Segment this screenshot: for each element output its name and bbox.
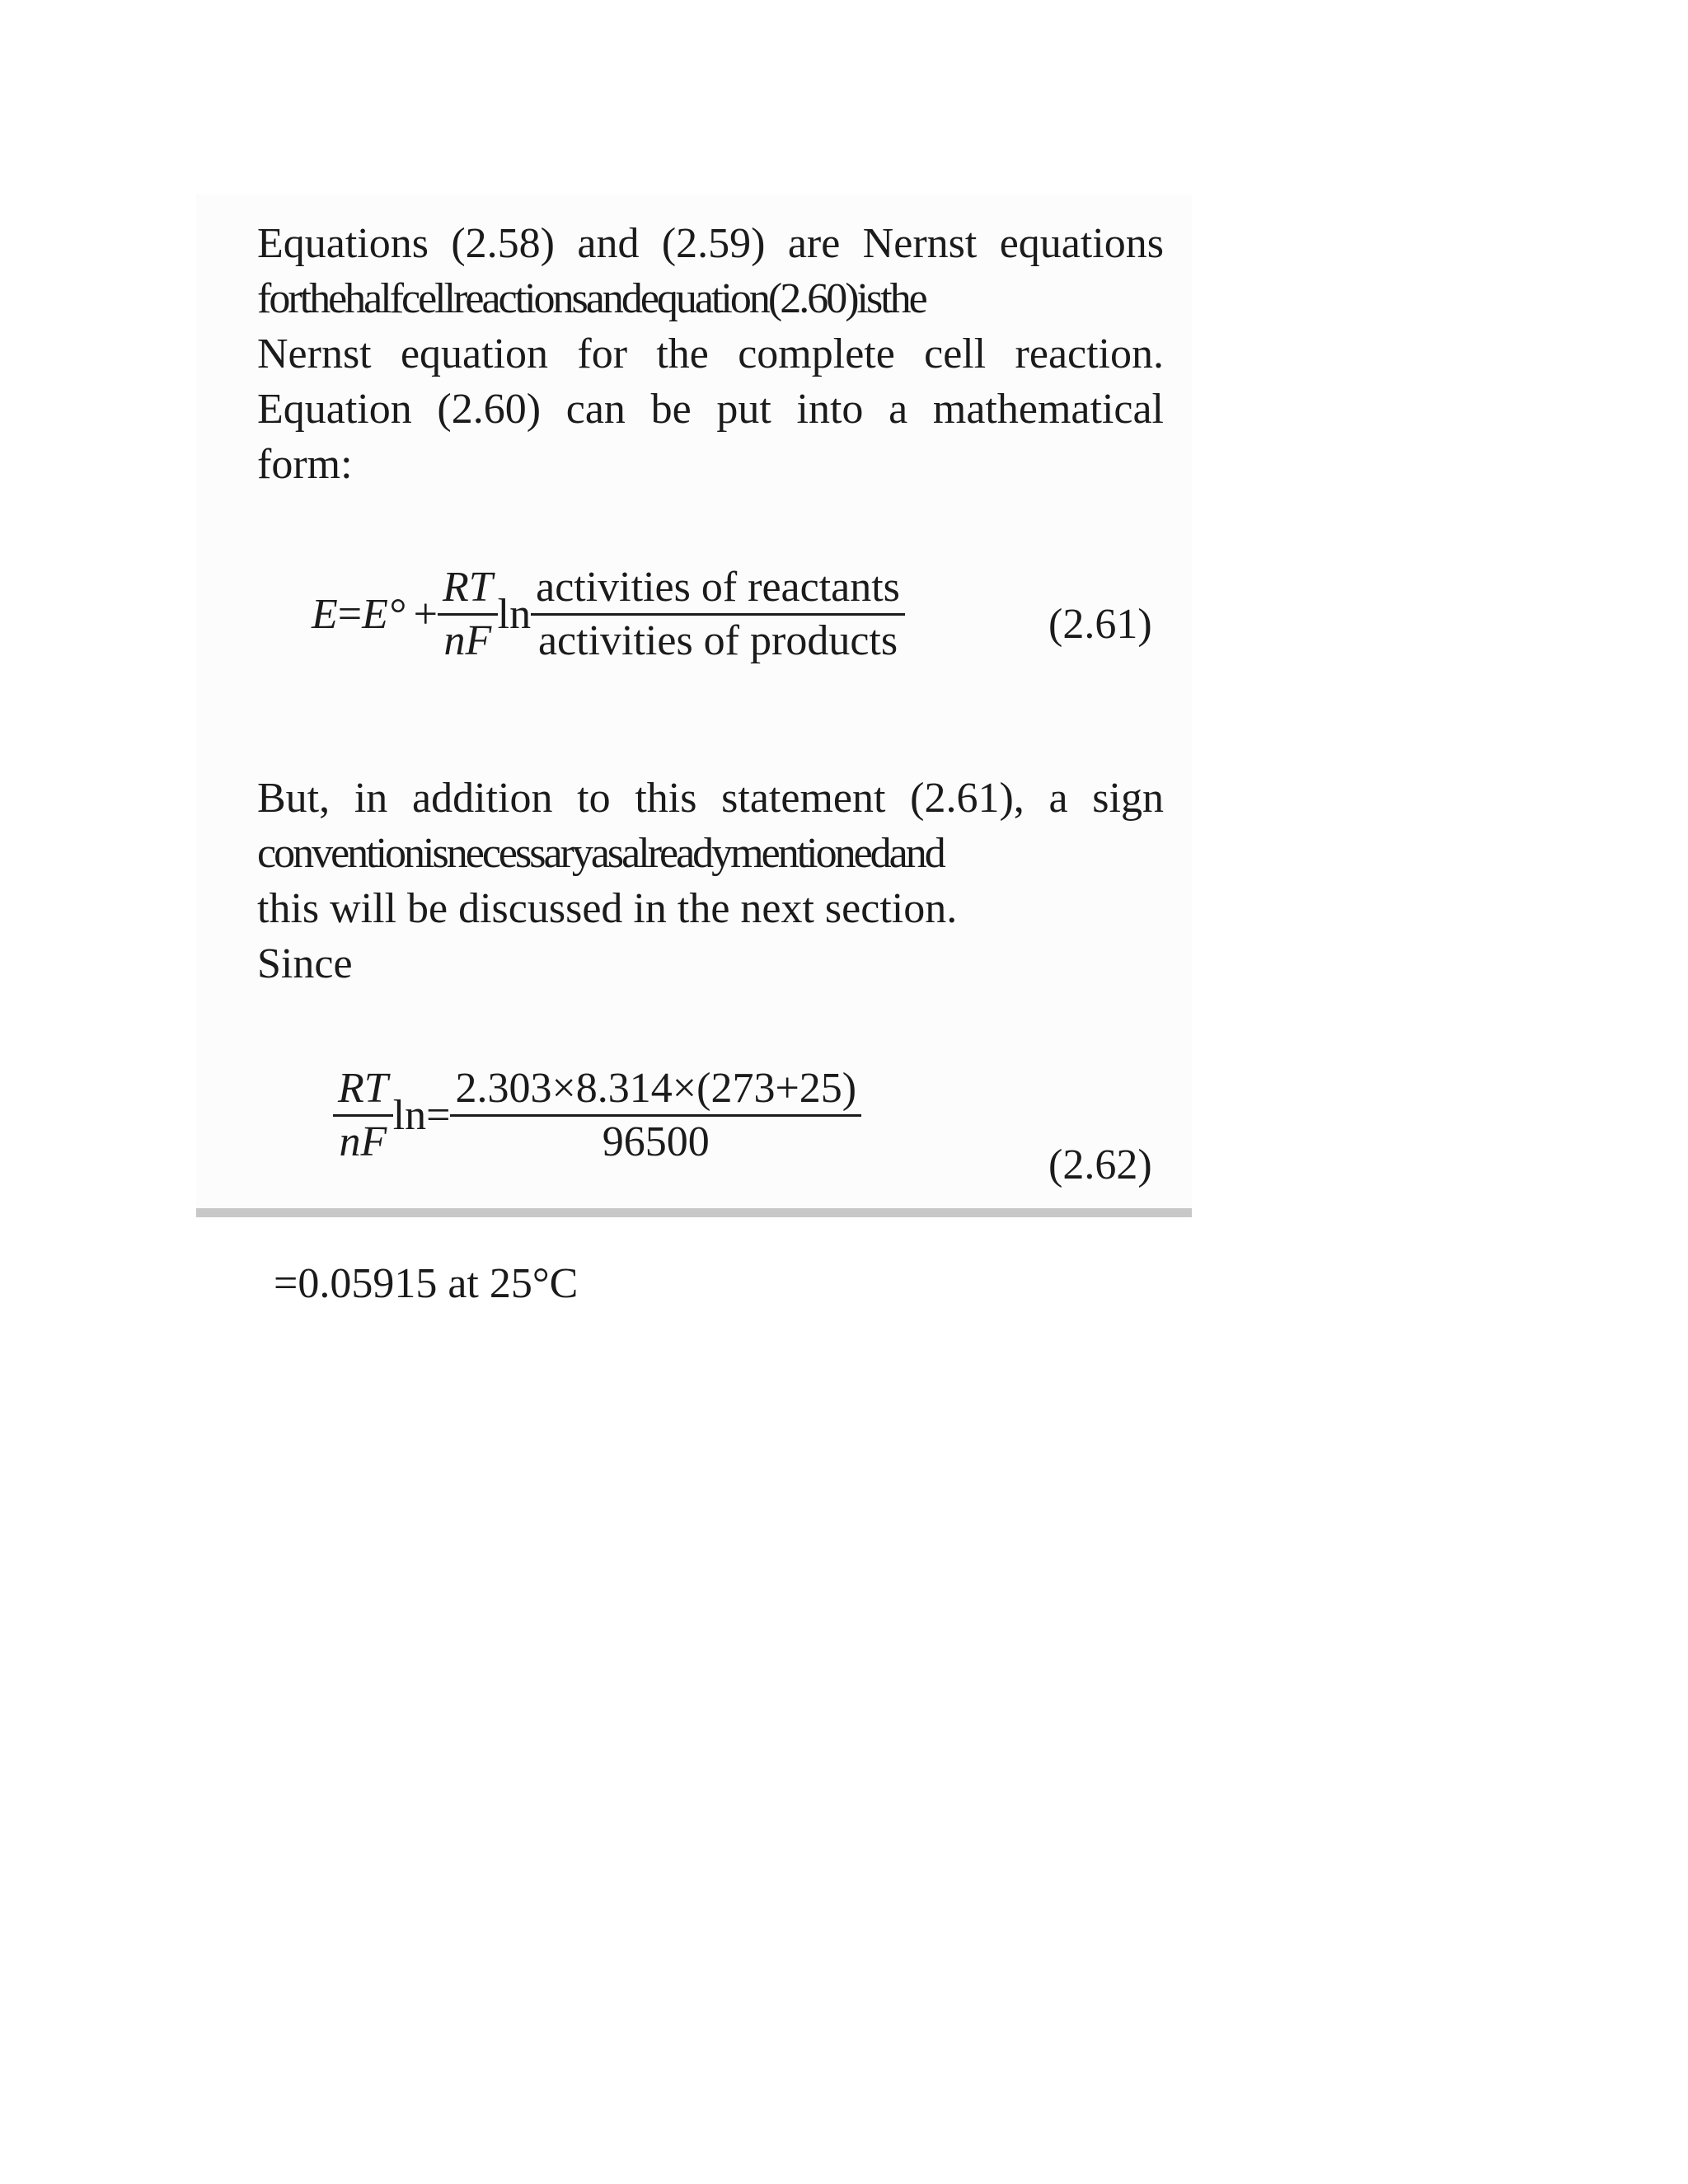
text-line: forthehalfcellreactionsandequation(2.60)isthe — [257, 275, 926, 322]
numerator-rt: RT — [333, 1063, 393, 1117]
symbol-e: E — [312, 591, 338, 638]
text-line: this will be discussed in the next section. — [257, 885, 958, 932]
ln-operator: ln — [497, 591, 532, 638]
fraction-calculation — [450, 1063, 861, 1168]
equation-2-61 — [312, 562, 905, 667]
text-line: Equations (2.58) and (2.59) are Nernst equations — [257, 220, 1164, 267]
paragraph-sign-convention — [257, 771, 1164, 991]
equals-sign: = — [337, 591, 363, 638]
equation-number-2-61: (2.61) — [1048, 601, 1152, 648]
result-value: =0.05915 at 25°C — [274, 1260, 579, 1307]
fraction-activities — [531, 562, 905, 667]
denominator-nf: nF — [443, 617, 492, 664]
denominator-products: activities of products — [537, 617, 898, 664]
paragraph-nernst-intro — [257, 216, 1164, 492]
numerator-calculation: 2.303×8.314×(273+25) — [450, 1063, 861, 1117]
text-line: Since — [257, 940, 353, 987]
equation-2-62 — [333, 1063, 861, 1168]
equation-number-2-62: (2.62) — [1048, 1141, 1152, 1188]
text-line: Equation (2.60) can be put into a mathematical — [257, 386, 1164, 433]
denominator-faraday: 96500 — [602, 1118, 710, 1165]
plus-sign: + — [413, 591, 438, 638]
fraction-rt-nf — [333, 1063, 393, 1168]
text-line: conventionisnecessaryasalreadymentionedand — [257, 830, 944, 877]
text-line: But, in addition to this statement (2.61), a sign — [257, 775, 1164, 822]
ln-equals: ln= — [392, 1092, 451, 1139]
numerator-rt: RT — [438, 562, 498, 616]
fraction-rt-nf — [438, 562, 498, 667]
text-line: Nernst equation for the complete cell reaction. — [257, 330, 1164, 377]
page-divider — [196, 1208, 1192, 1217]
text-line: form: — [257, 441, 353, 488]
denominator-nf: nF — [339, 1118, 387, 1165]
numerator-reactants: activities of reactants — [531, 562, 905, 616]
symbol-e-standard: E° — [362, 591, 406, 638]
